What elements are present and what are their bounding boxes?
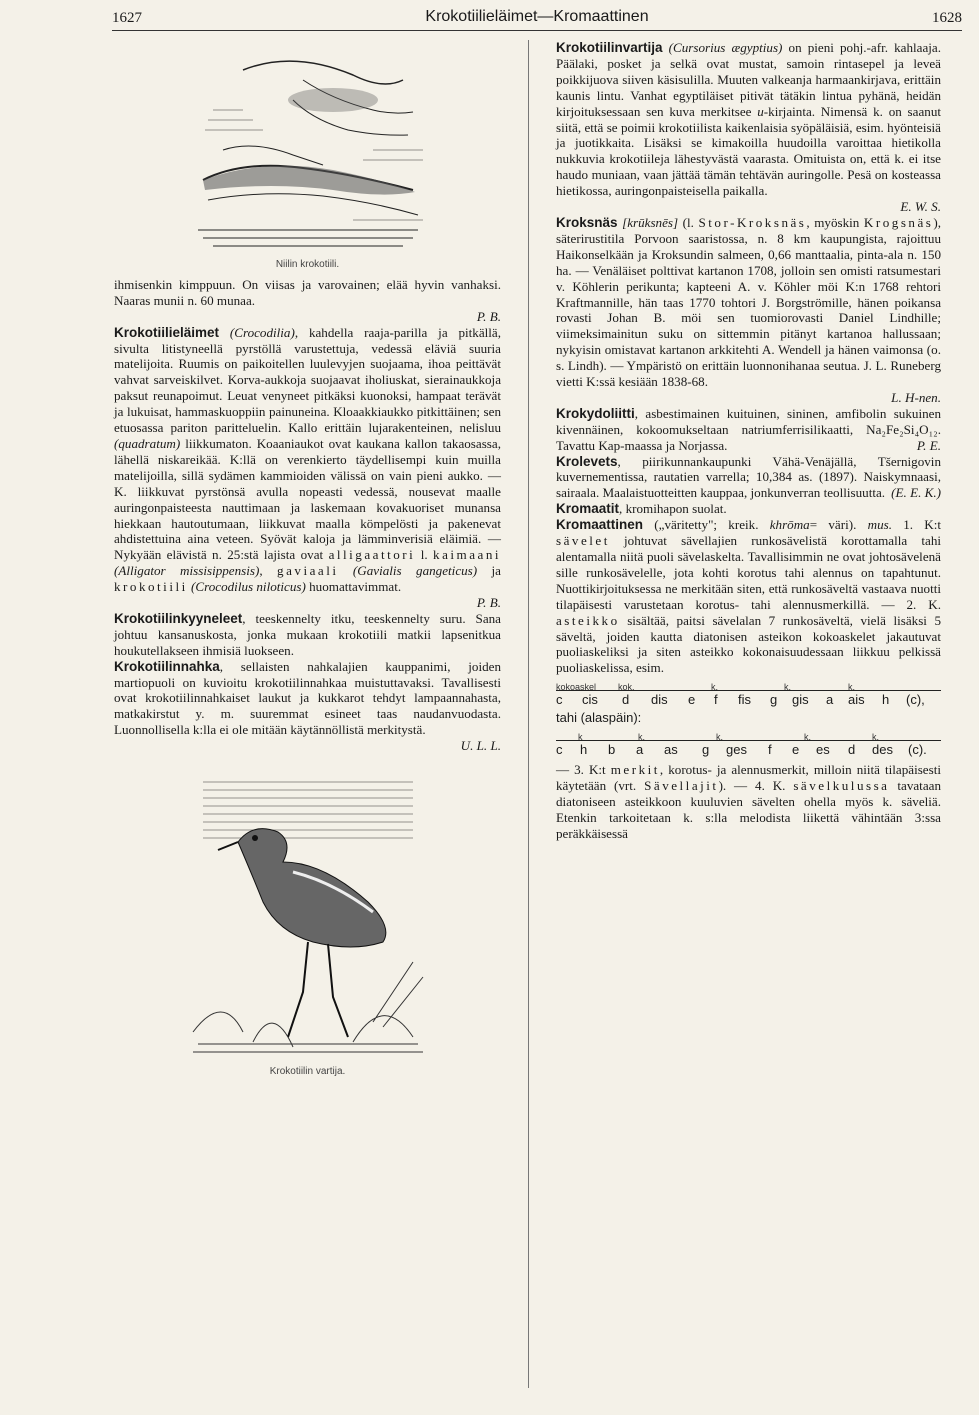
crocodile-illustration [183, 40, 433, 255]
scale-mid-label: tahi (alaspäin): [556, 710, 642, 726]
headword: Krokotiilinkyyneleet [114, 610, 243, 626]
header-rule [112, 30, 962, 31]
entry-krokotiilielaimet: Krokotiilieläimet (Crocodilia), kahdella raaja-parilla ja pitkällä, sivulta litistyneellä pyrstöllä varustettuja, vedessä eläviä suuria matelijoita. Ruumis on paikoitellen luulevyjen suojaama, ihoa peittävät vahvat sarveiskilvet. Korva-aukkoja suojaavat iholiuskat, sierainaukkoja paksut reunapoimut. Leuat venyneet pitkäksi kuonoksi, hampaat terävät ja lukuisat, hammaskuoppiin painuneina. Kloaakkiaukko pitkittäinen; sen etuosassa pariton paritteluelin. Kallo erittäin lujarakenteinen, nelisluu (quadratum) liikkumaton. Koaaniaukot ovat kaukana kallon takaosassa, lähellä niskareikää. K:llä on verenkierto täydellisempi kuin muilla matelijoilla, sillä sydämen kammioiden välissä on vain pieni aukko. — K. liikkuvat pyrstönsä avulla nopeasti vedessä, nousevat maalle auringonpaisteesta nauttimaan ja laskemaan kovakuoriset munansa hiekkaan hautoutumaan, liikkuvat maalla kömpelösti ja pakenevat ahdistettuina aina veteen. Syövät kaloja ja lämminverisiä eläimiä. — Nykyään elävistä n. 25:stä lajista ovat alligaattori l. kaimaani (Alligator missisippensis), gaviaali (Gavialis gangeticus) ja krokotiili (Crocodilus niloticus) huomattavimmat. [114, 324, 502, 595]
figure-caption: Niilin krokotiili. [275, 259, 340, 270]
entry-krolevets: Krolevets, piirikunnankaupunki Vähä-Venäjällä, Tšernigovin kuvernementissa, rautatien varrella; 10,384 as. (1897). Naiskymnaasi, sairaala. Maalaistuotteitten kauppaa, jonkunverran teollisuutta. (E. E. K.) [556, 453, 941, 501]
scale-down-labels: k k. k. k. k. [578, 732, 880, 743]
headword: Kromaatit [556, 501, 620, 517]
scale-up-notes: c cis d dis e f fis g gis a ais h (c), [556, 690, 941, 708]
page-number-left: 1627 [112, 10, 142, 26]
headword: Kroksnäs [556, 214, 618, 230]
scale-down-notes: c h b a as g ges f e es d des (c). [556, 740, 941, 758]
entry-krokydoliitti: Krokydoliitti, asbestimainen kuituinen, sininen, amfibolin sukuinen kivennäinen, kokoomukseltaan natriumferrisilikaatti, Na₂Fe₂Si₄O₁₂. Tavattu Kap-maassa ja Norjassa. P. E. [556, 405, 941, 453]
bird-illustration [183, 762, 433, 1062]
headword: Krokotiilinnahka [114, 658, 220, 674]
headword: Krokotiilieläimet [114, 324, 220, 340]
entry-kroksnas: Kroksnäs [krūksnēs] (l. Stor-Kroksnäs, myöskin Krogsnäs), säterirustitila Porvoon saaristossa, n. 8 km kaupungista, rajoittuu Haikonselkään ja Kroksundin salmeen, 0,66 manttaalia, pinta-ala n. 150 ha. — Venäläiset polttivat kartanon 1708, jolloin sen omisti ratsumestari v. Köhlerin perikunta; kapteeni A. v. Köhler möi K:n 1768 rehtori Kraftmannille, hän taas 1770 tohtori J. Borgströmille, hänen poikansa rovasti Johan B. möi sen tuomiorovasti Daniel Lindhille; viimeksimainitun suku on sittemmin pitänyt kartanoa hallussaan; nykyisin omistavat kartanon arkkitehti A. Wendell ja hänen vaimonsa (o. s. Lindh). — Ympäristö on erittäin luonnonihanaa seutua. J. L. Runeberg vietti K:ssä kesiään 1838-68. [556, 214, 942, 390]
headword: Krokydoliitti [556, 405, 635, 421]
signature: U. L. L. [460, 738, 501, 754]
page-number-right: 1628 [932, 10, 962, 26]
scale-example [556, 680, 941, 758]
headword: Krolevets [556, 453, 618, 469]
entry-krokotiilinnahka: Krokotiilinnahka, sellaisten nahkalajien kauppanimi, joiden martiopuoli on kuvioitu krokotiilinnahkaa muistuttavaksi. Tavallisesti ovat krokotiilinnahkaiset laukut ja kukkarot tehdyt lampaannahasta, matkakirstut y. m. suuremmat esineet taas naudanvuodasta. Luonnollisella k:lla ei ole mitään käytännöllistä merkitystä. [114, 658, 501, 738]
paragraph: ihmisenkin kimppuun. On viisas ja varovainen; elää hyvin vanhaksi. Naaras munii n. 60 munaa. [114, 276, 501, 308]
entry-krokotiilinvartija: Krokotiilinvartija (Cursorius ægyptius) on pieni pohj.-afr. kahlaaja. Päälaki, posket ja selkä ovat mustat, samoin rintasepel ja leveä poikkijuova siiven käsisulilla. Muuten valkeanja harmaankirjava, erittäin kaunis lintu. Vanhat egyptiläiset pitivät tätäkin lintua pyhänä, heidän kirjoituksessaan sen kuva merkitsee u-kirjainta. Nimensä k. on saanut siitä, että se poimii krokotiilista kaikenlaisia syöpäläisiä, esim. hyönteisiä ja juotikkaita. Lisäksi se kimakoilla huudoilla varoittaa hietikolla nukkuvia krokotiileja lähestyvästä vaarasta. Omituista on, että k. ei itse haudo muniaan, vaan jättää tämän tehtävän auringolle. Pesä on kosteassa hietikossa, auringonpaisteisella paikalla. [556, 40, 941, 199]
signature: P. B. [476, 595, 501, 611]
entry-kromaattinen: Kromaattinen („väritetty"; kreik. khrōma= väri). mus. 1. K:t sävelet johtuvat sävellajien runkosävelistä korottamalla tahi alentamalla niitä puoli sävelaskelta. Tavallisimmin ne ovat johtosävelenä sille runkosävelelle, jota kohti korotus tahi alennus on tapahtunut. Nuottikirjoituksessa ne merkitään siten, että runkosäveltä vastaava nuotti tilapäisesti varustetaan korotus- tahi alennusmerkillä. — 2. K. asteikko sisältää, paitsi sävelalan 7 runkosäveltä, vielä lisäksi 5 säveltä, joiden kautta diatonisen asteikon kokoaskelet jakautuvat puoliaskeliksi ja siten asteikko kokonaisuudessaan liikkuu pelkissä puoliaskelissa, esim. [556, 517, 942, 676]
bird-image [183, 762, 433, 1062]
entry-krokotiilinkyyneleet: Krokotiilinkyyneleet, teeskennelty itku, teeskennelty suru. Sana johtuu kansanuskosta, jonka mukaan krokotiili matkii lapsenitkua houkutellakseen ihmisiä luokseen. [114, 610, 501, 658]
right-column [556, 40, 941, 842]
signature: L. H-nen. [891, 389, 941, 405]
headword: Krokotiilinvartija [556, 40, 663, 55]
headword: Kromaattinen [556, 517, 644, 533]
figure-caption: Krokotiilin vartija. [269, 1066, 346, 1078]
running-title: Krokotiilieläimet—Kromaattinen [425, 8, 649, 25]
entry-kromaattinen-cont: — 3. K:t merkit, korotus- ja alennusmerkit, milloin niitä tilapäisesti käytetään (vrt. Sävellajit). — 4. K. sävelkulussa tavataan diatoniseen asteikkoon kuuluvien sävelten ohella myös k. säveliä. Etenkin tarkoitetaan k. s:lla melodista liikettä vähintään 3:ssa peräkkäisessä [556, 762, 941, 841]
signature: E. W. S. [900, 199, 941, 215]
column-divider [528, 40, 529, 1388]
left-column [114, 40, 501, 1084]
entry-kromaatit: Kromaatit, kromihapon suolat. [556, 501, 727, 517]
signature: P. B. [476, 308, 501, 324]
crocodile-image [183, 40, 433, 255]
scale-up-labels: kokoaskel kok. k. k. k. [556, 682, 856, 693]
